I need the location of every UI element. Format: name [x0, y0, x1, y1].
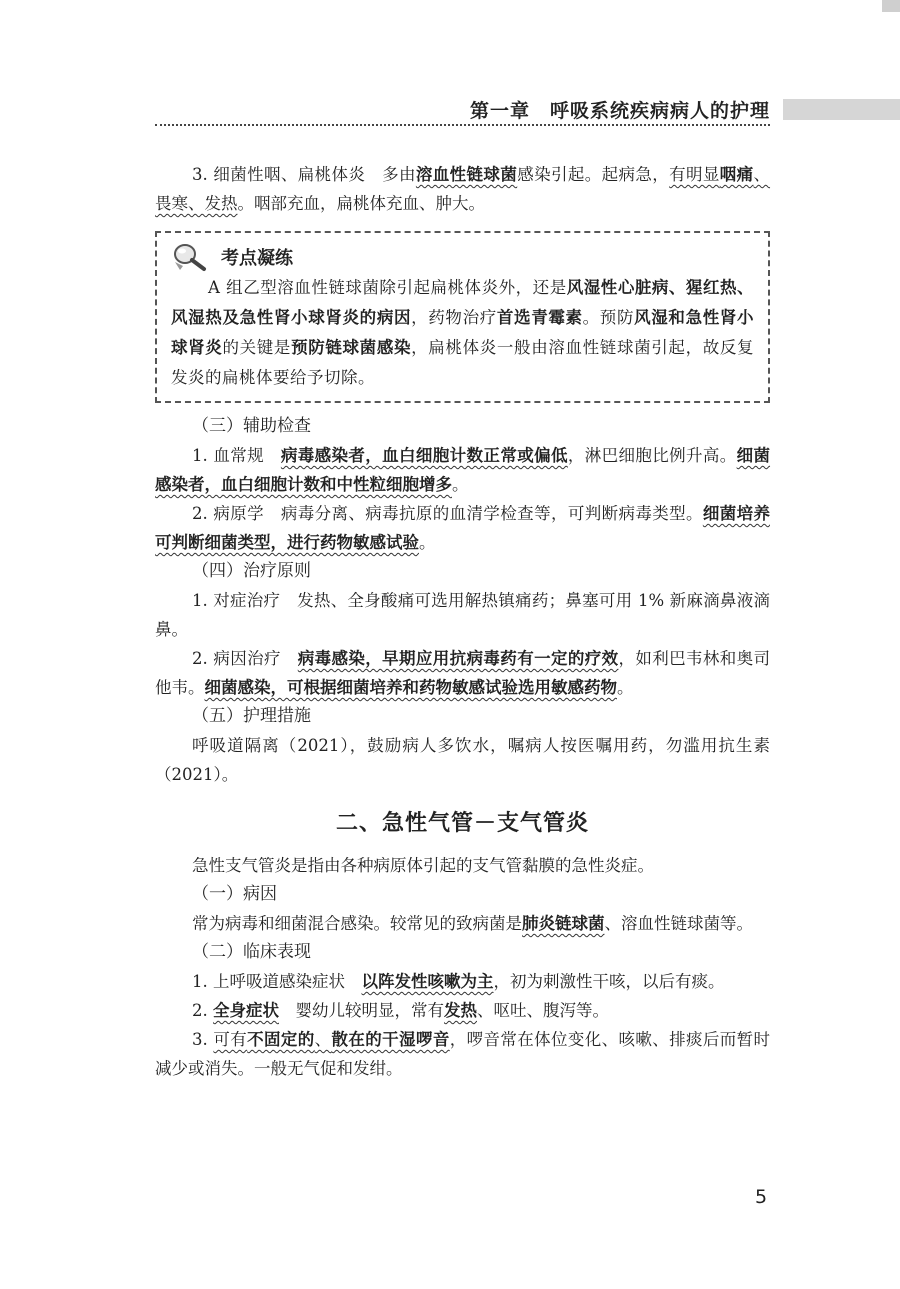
cause-paragraph — [155, 909, 770, 938]
heading-auxiliary-exam: （三）辅助检查 — [192, 416, 311, 436]
symptomatic-paragraph: 1. 对症治疗 发热、全身酸痛可选用解热镇痛药；鼻塞可用 1% 新麻滴鼻液滴鼻。 — [155, 591, 770, 639]
text: 、畏寒、发热 — [155, 165, 771, 213]
etiology-paragraph — [155, 499, 770, 557]
chapter-title: 第一章 呼吸系统疾病病人的护理 — [469, 100, 770, 122]
text: 。 — [617, 678, 634, 697]
heading-clinical: （二）临床表现 — [192, 942, 311, 962]
key-term: 发热 — [444, 1001, 477, 1020]
key-term: 不固定的 — [247, 1030, 315, 1049]
clinical-item-1 — [155, 967, 770, 996]
text: 1. 上呼吸道感染症状 — [192, 972, 362, 991]
page-content — [155, 160, 770, 1083]
page-corner-mark — [882, 0, 900, 12]
key-term: 首选青霉素 — [496, 308, 583, 327]
bronchitis-intro: 急性支气管炎是指由各种病原体引起的支气管黏膜的急性炎症。 — [192, 856, 654, 875]
key-term: 预防链球菌感染 — [291, 338, 412, 357]
text: 3. — [192, 1030, 214, 1049]
clinical-item-3 — [155, 1025, 770, 1083]
key-term: 细菌培养可判断细菌类型，进行药物敏感试验 — [155, 504, 770, 552]
key-term: 咽痛 — [719, 165, 754, 184]
section-title: 二、急性气管－支气管炎 — [335, 811, 589, 836]
text: 、呕吐、腹泻等。 — [477, 1001, 609, 1020]
key-term: 细菌感染者，血白细胞计数和中性粒细胞增多 — [155, 446, 771, 494]
page-number: 5 — [755, 1186, 768, 1208]
box-header — [171, 241, 754, 273]
text: ，啰音常在体位变化、咳嗽、排痰后而暂时减少或消失。一般无气促和发绀。 — [155, 1030, 771, 1078]
blood-routine-paragraph — [155, 441, 770, 499]
text: 感染引起。起病急， — [517, 165, 670, 184]
text: 有明显 — [669, 165, 720, 184]
text: ，药物治疗 — [411, 308, 497, 327]
heading-nursing: （五）护理措施 — [192, 706, 311, 726]
text: 3. 细菌性咽、扁桃体炎 多由 — [192, 165, 416, 184]
running-header — [155, 88, 770, 128]
intro-paragraph — [155, 160, 770, 218]
key-term: 全身症状 — [213, 1001, 279, 1020]
key-term: 细菌感染，可根据细菌培养和药物敏感试验选用敏感药物 — [204, 678, 617, 697]
box-title: 考点凝练 — [221, 248, 293, 269]
text: A 组乙型溶血性链球菌除引起扁桃体炎外，还是 — [208, 278, 567, 297]
text: 。咽部充血，扁桃体充血、肿大。 — [237, 194, 485, 213]
text: 常为病毒和细菌混合感染。较常见的致病菌是 — [192, 914, 522, 933]
text: ，淋巴细胞比例升高。 — [567, 446, 737, 465]
text: 婴幼儿较明显，常有 — [279, 1001, 444, 1020]
magnifier-icon — [171, 242, 211, 272]
key-points-box — [155, 231, 770, 403]
box-paragraph — [171, 273, 754, 393]
header-rule — [155, 124, 770, 126]
key-term: 溶血性链球菌 — [415, 165, 518, 184]
text: 、 — [314, 1030, 332, 1049]
text: 2. 病原学 病毒分离、病毒抗原的血清学检查等，可判断病毒类型。 — [192, 504, 703, 523]
text: 。 — [452, 475, 469, 494]
key-term: 风湿性心脏病、猩红热、风湿热及急性肾小球肾炎的病因 — [171, 278, 755, 327]
nursing-paragraph: 呼吸道隔离（2021），鼓励病人多饮水，嘱病人按医嘱用药，勿滥用抗生素（2021）。 — [155, 736, 770, 784]
heading-cause: （一）病因 — [192, 884, 277, 904]
text: ，初为刺激性干咳，以后有痰。 — [493, 972, 725, 991]
text: 的关键是 — [222, 338, 292, 357]
heading-treatment: （四）治疗原则 — [192, 561, 311, 581]
key-term: 风湿和急性肾小球肾炎 — [171, 308, 755, 357]
key-term: 病毒感染者，血白细胞计数正常或偏低 — [280, 446, 568, 465]
key-term: 肺炎链球菌 — [522, 914, 605, 933]
text: 。预防 — [582, 308, 635, 327]
text: ，扁桃体炎一般由溶血性链球菌引起，故反复发炎的扁桃体要给予切除。 — [171, 338, 755, 387]
text: 可有 — [213, 1030, 248, 1049]
clinical-item-2 — [155, 996, 770, 1025]
chapter-tab — [783, 99, 900, 120]
text: 2. — [192, 1001, 213, 1020]
text: 1. 血常规 — [192, 446, 281, 465]
text: 2. 病因治疗 — [192, 649, 298, 668]
key-term: 以阵发性咳嗽为主 — [361, 972, 494, 991]
text: 。 — [419, 533, 436, 552]
underlined-phrase — [213, 1030, 449, 1049]
text: 、溶血性链球菌等。 — [604, 914, 753, 933]
key-term: 病毒感染，早期应用抗病毒药有一定的疗效 — [297, 649, 619, 668]
key-term: 散在的干湿啰音 — [331, 1030, 450, 1049]
text: ，如利巴韦林和奥司他韦。 — [155, 649, 770, 697]
cause-treatment-paragraph — [155, 644, 770, 702]
